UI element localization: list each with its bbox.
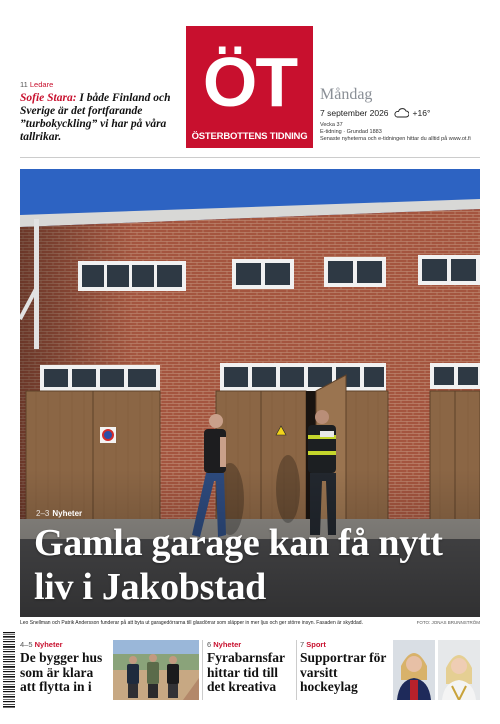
top-teaser-ledare[interactable]	[20, 80, 182, 144]
hero-headline[interactable]: Gamla garage kan få nytt liv i Jakobstad	[34, 522, 443, 608]
date: 7 september 2026	[320, 108, 389, 118]
hero-pages: 2–3	[36, 509, 50, 518]
teaser-nyheter-6[interactable]	[207, 640, 295, 695]
teaser-section: Nyheter	[213, 640, 242, 649]
teaser-section: Nyheter	[34, 640, 63, 649]
logo-letters: ÖT	[202, 43, 297, 121]
photo-caption: Leo Snellman och Patrik Andersson funderar på att byta ut garagedörrarna till glasdörrar som släpper in mer ljus och ger större insyn. Fasaden är skyddad.	[20, 620, 363, 626]
teaser-kicker	[20, 80, 182, 89]
hero-story[interactable]	[20, 169, 480, 617]
photo-credit: FOTO: JONAS BRUNNSTRÖM	[416, 620, 480, 625]
supporter-1-photo	[393, 640, 435, 700]
teaser-section: Sport	[306, 640, 326, 649]
hero-section: Nyheter	[52, 509, 83, 518]
date-weather-block	[320, 86, 490, 143]
teaser-headline: Supportrar för varsitt hockeylag	[300, 650, 387, 694]
builders-photo	[113, 640, 199, 700]
divider	[20, 157, 480, 158]
teaser-section: Ledare	[29, 80, 54, 89]
hero-kicker	[36, 509, 82, 518]
week-number: Vecka 37	[320, 122, 343, 128]
teaser-headline	[20, 92, 182, 144]
teaser-lead-author: Sofie Stara:	[20, 92, 77, 104]
date-row	[320, 108, 490, 118]
teaser-page-number: 11	[20, 80, 28, 89]
divider	[296, 640, 297, 700]
teaser-page-number: 4–5	[20, 640, 33, 649]
teaser-page-number: 7	[300, 640, 305, 649]
newspaper-logo[interactable]	[186, 26, 313, 148]
teaser-sport-7[interactable]	[300, 640, 390, 695]
cloud-icon	[393, 108, 409, 118]
teaser-photo-builders[interactable]	[113, 640, 199, 700]
teaser-photo-supporter-1[interactable]	[393, 640, 435, 700]
teaser-headline-text: I både Finland och Sverige är det fortfarande ”turbokyckling” vi har på våra tallrikar.	[20, 92, 171, 143]
teaser-kicker	[300, 640, 390, 649]
edition-info: E-tidning · Grundad 1883	[320, 129, 382, 135]
teaser-headline: Fyrabarnsfar hittar tid till det kreativa	[207, 650, 285, 694]
teaser-photo-supporter-2[interactable]	[438, 640, 480, 700]
website-promo[interactable]: Senaste nyheterna och e-tidningen hittar du alltid på www.ot.fi	[320, 136, 471, 142]
weekday: Måndag	[320, 86, 373, 103]
temperature: +16°	[412, 108, 431, 118]
divider	[202, 640, 203, 700]
teaser-nyheter-4-5[interactable]	[20, 640, 110, 695]
barcode	[2, 630, 16, 710]
logo-name: ÖSTERBOTTENS TIDNING	[191, 131, 308, 142]
teaser-kicker	[207, 640, 295, 649]
teaser-headline: De bygger hus som är klara att flytta in i	[20, 650, 103, 694]
teaser-page-number: 6	[207, 640, 212, 649]
supporter-2-photo	[438, 640, 480, 700]
teaser-kicker	[20, 640, 110, 649]
